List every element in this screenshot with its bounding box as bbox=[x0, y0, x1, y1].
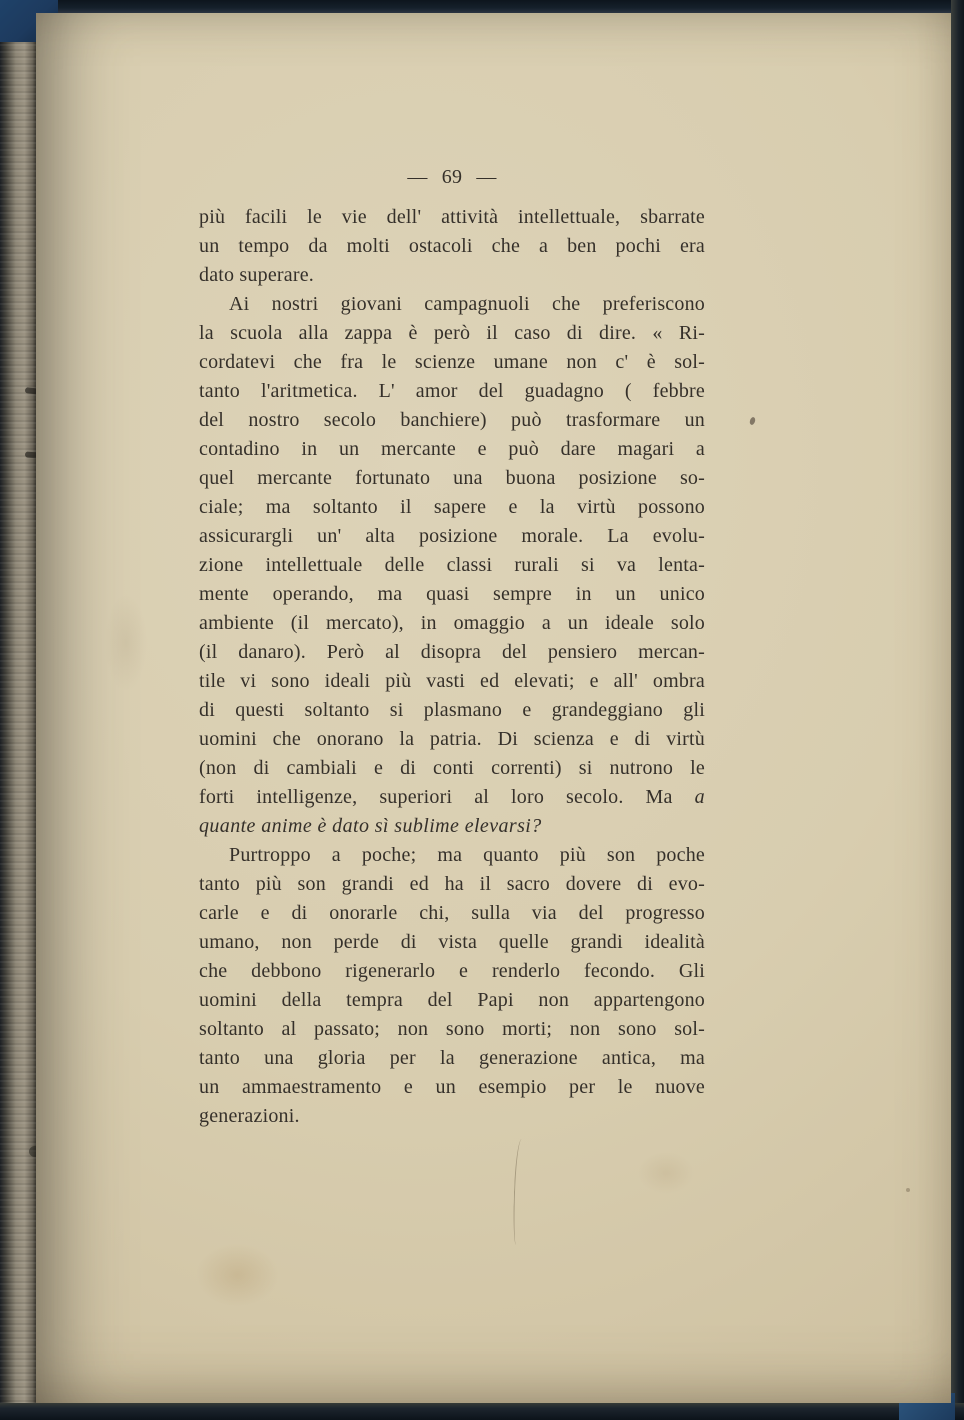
text-line: dato superare. bbox=[199, 264, 314, 286]
text-line: contadino in un mercante e può dare magari a bbox=[199, 438, 705, 460]
text-line: del nostro secolo banchiere) può trasformare un bbox=[199, 409, 705, 431]
page bbox=[36, 13, 951, 1403]
text-line: ambiente (il mercato), in omaggio a un ideale solo bbox=[199, 612, 705, 634]
text-line: mente operando, ma quasi sempre in un unico bbox=[199, 583, 705, 605]
ink-speck bbox=[749, 416, 756, 425]
paper-stain bbox=[626, 1143, 706, 1203]
text-line: quel mercante fortunato una buona posizione so- bbox=[199, 467, 705, 489]
scan-edge-bottom bbox=[0, 1403, 964, 1420]
page-number: — 69 — bbox=[407, 166, 497, 188]
text-line: zione intellettuale delle classi rurali si va lenta- bbox=[199, 554, 705, 576]
text-line: di questi soltanto si plasmano e grandeggiano gli bbox=[199, 699, 705, 721]
text-line: cordatevi che fra le scienze umane non c' è sol- bbox=[199, 351, 705, 373]
book-page-edges bbox=[0, 0, 36, 1420]
text-block bbox=[199, 163, 705, 1131]
text-line: tile vi sono ideali più vasti ed elevati; e all' ombra bbox=[199, 670, 705, 692]
text-line: (il danaro). Però al disopra del pensiero mercan- bbox=[199, 641, 705, 663]
text-line: un ammaestramento e un esempio per le nuove bbox=[199, 1076, 705, 1098]
text-line: generazioni. bbox=[199, 1105, 300, 1127]
scan-edge-top bbox=[0, 0, 964, 13]
text-line: più facili le vie dell' attività intellettuale, sbarrate bbox=[199, 206, 705, 228]
paper-stain bbox=[180, 1231, 295, 1319]
paper-stain bbox=[96, 573, 156, 713]
text-line: Ai nostri giovani campagnuoli che preferiscono bbox=[229, 293, 705, 315]
text-line: uomini che onorano la patria. Di scienza e di virtù bbox=[199, 728, 705, 750]
text-line: (non di cambiali e di conti correnti) si nutrono le bbox=[199, 757, 705, 779]
text-line: quante anime è dato sì sublime elevarsi? bbox=[199, 815, 542, 837]
text-line: soltanto al passato; non sono morti; non sono sol- bbox=[199, 1018, 705, 1040]
text-line: forti intelligenze, superiori al loro secolo. Ma a bbox=[199, 786, 705, 808]
body-text bbox=[199, 203, 705, 1131]
text-line: Purtroppo a poche; ma quanto più son poche bbox=[229, 844, 705, 866]
text-line: tanto più son grandi ed ha il sacro dovere di evo- bbox=[199, 873, 705, 895]
text-line: che debbono rigenerarlo e renderlo fecondo. Gli bbox=[199, 960, 705, 982]
text-line: tanto una gloria per la generazione antica, ma bbox=[199, 1047, 705, 1069]
scan-edge-right bbox=[951, 0, 964, 1420]
paper-hairline bbox=[512, 1139, 527, 1245]
text-line: la scuola alla zappa è però il caso di dire. « Ri- bbox=[199, 322, 705, 344]
text-line: un tempo da molti ostacoli che a ben pochi era bbox=[199, 235, 705, 257]
text-line: carle e di onorarle chi, sulla via del progresso bbox=[199, 902, 705, 924]
ink-speck bbox=[906, 1188, 910, 1192]
text-line: tanto l'aritmetica. L' amor del guadagno ( febbre bbox=[199, 380, 705, 402]
text-line: umano, non perde di vista quelle grandi idealità bbox=[199, 931, 705, 953]
text-line: ciale; ma soltanto il sapere e la virtù possono bbox=[199, 496, 705, 518]
text-line: uomini della tempra del Papi non appartengono bbox=[199, 989, 705, 1011]
text-line: assicurargli un' alta posizione morale. La evolu- bbox=[199, 525, 705, 547]
